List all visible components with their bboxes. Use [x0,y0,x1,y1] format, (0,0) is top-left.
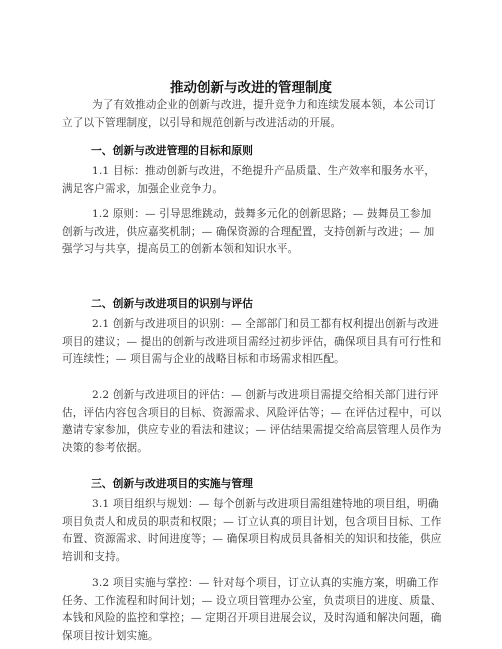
section-3-paragraph-2: 3.2 项目实施与掌控：— 针对每个项目，订立认真的实施方案，明确工作任务、工作流程和时间计划；— 设立项目管理办公室，负责项目的进度、质量、本钱和风险的监控和掌控；— 定期召开项目进展会议，及时沟通和解决问题，确保项目按计划实施。 [62,577,442,642]
section-2-paragraph-1: 2.1 创新与改进项目的识别：— 全部部门和员工都有权利提出创新与改进项目的建议；— 提出的创新与改进项目需经过初步评估，确保项目具有可行性和可连续性；— 项目需与企业的战略目标和市场需求相匹配。 [62,318,442,366]
section-2-paragraph-2: 2.2 创新与改进项目的评估：— 创新与改进项目需提交给相关部门进行评估，评估内容包含项目的目标、资源需求、风险评估等；— 在评估过程中，可以邀请专家参加，供应专业的看法和建议；— 评估结果需提交给高层管理人员作为决策的参考依据。 [62,389,442,454]
section-2-heading: 二、创新与改进项目的识别与评估 [91,297,253,310]
document-title: 推动创新与改进的管理制度 [170,80,332,96]
section-3-heading: 三、创新与改进项目的实施与管理 [91,477,253,490]
section-1-paragraph-1: 1.1 目标：推动创新与改进，不绝提升产品质量、生产效率和服务水平，满足客户需求，加强企业竞争力。 [62,165,436,195]
section-1-paragraph-2: 1.2 原则：— 引导思维跳动，鼓舞多元化的创新思路；— 鼓舞员工参加创新与改进，供应嘉奖机制；— 确保资源的合理配置，支持创新与改进；— 加强学习与共享，提高员工的创新本领和知识水平。 [62,208,435,256]
intro-paragraph: 为了有效推动企业的创新与改进，提升竞争力和连续发展本领，本公司订立了以下管理制度，以引导和规范创新与改进活动的开展。 [62,99,436,129]
section-3-paragraph-1: 3.1 项目组织与规划：— 每个创新与改进项目需组建特地的项目组，明确项目负责人和成员的职责和权限；— 订立认真的项目计划，包含项目目标、工作布置、资源需求、时间进度等；— 确保项目构成员具备相关的知识和技能，供应培训和支持。 [62,498,442,563]
section-1-heading: 一、创新与改进管理的目标和原则 [91,144,253,157]
